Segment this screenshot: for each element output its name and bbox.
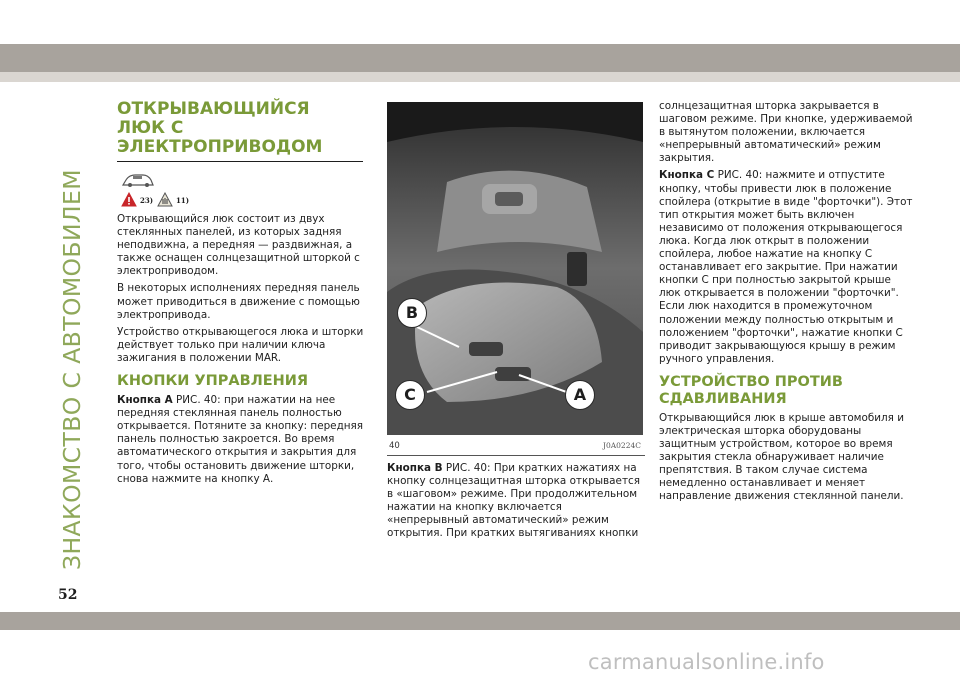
callout-a: A	[565, 380, 595, 410]
top-margin	[0, 0, 960, 44]
figure-caption	[387, 435, 645, 456]
column-3	[659, 100, 913, 508]
controls-title: КНОПКИ УПРАВЛЕНИЯ	[117, 373, 309, 390]
paragraph-button-c	[659, 169, 913, 365]
watermark: carmanualsonline.info	[588, 650, 825, 674]
warning-triangle-icon	[121, 192, 137, 207]
paragraph-key: Устройство открывающегося люка и шторки действует только при наличии ключа зажигания в положении MAR.	[117, 325, 364, 364]
header-band	[0, 44, 960, 72]
callout-b: B	[397, 298, 427, 328]
antipinch-title: УСТРОЙСТВО ПРОТИВ СДАВЛИВАНИЯ	[659, 373, 843, 407]
paragraph-shade-close: солнцезащитная шторка закрывается в шаговом режиме. При кнопке, удерживаемой в вытянутом положении, включается «непрерывный автоматический» режим закрытия.	[659, 100, 913, 165]
column-1	[117, 100, 367, 490]
warning-ref-1: 23)	[140, 196, 154, 205]
figure-code: J0A0224C	[602, 441, 641, 450]
figure-40-photo	[387, 102, 643, 435]
section-title: ОТКРЫВАЮЩИЙСЯ ЛЮК С ЭЛЕКТРОПРИВОДОМ	[117, 100, 363, 162]
paragraph-button-b	[387, 462, 645, 541]
paragraph-button-a	[117, 394, 367, 486]
callout-c: C	[395, 380, 425, 410]
vehicle-icon-row	[117, 170, 367, 192]
page-number: 52	[58, 587, 78, 603]
warnings-row	[117, 192, 367, 210]
warning-ref-2: 11)	[176, 196, 190, 205]
button-b-text: РИС. 40: При кратких нажатиях на кнопку солнцезащитная шторка открывается в «шаговом» режиме. При продолжительном нажатии на кнопку включается «непрерывный автоматический» режим открытия. При кратких вытягиваниях кнопки	[387, 462, 640, 540]
hand-warning-icon	[157, 192, 173, 207]
figure-number: 40	[389, 441, 400, 451]
header-subband	[0, 72, 960, 82]
paragraph-electric: В некоторых исполнениях передняя панель может приводиться в движение с помощью электропривода.	[117, 282, 360, 321]
paragraph-intro: Открывающийся люк состоит из двух стеклянных панелей, из которых задняя неподвижна, а передняя — раздвижная, а также оснащен солнцезащитной шторкой с электроприводом.	[117, 213, 360, 278]
car-roof-icon	[121, 170, 155, 188]
button-c-label: Кнопка С	[659, 169, 715, 182]
button-c-text: РИС. 40: нажмите и отпустите кнопку, чтобы привести люк в положение спойлера (открытие в виде "форточки"). Этот тип открытия может быть включен независимо от положения открывающегося люка. Когда люк открыт в положении спойлера, любое нажатие на кнопку С останавливает его закрытие. При нажатии кнопки С при полностью закрытой крыше люк открывается в положении "форточки". Если люк находится в промежуточном положении между полностью открытым и положением "форточки", нажатие кнопки С приводит закрывающуюся крышу в режим ручного управления.	[659, 169, 913, 365]
footer-band	[0, 612, 960, 630]
chapter-side-title: ЗНАКОМСТВО С АВТОМОБИЛЕМ	[58, 169, 86, 570]
column-2	[387, 102, 645, 545]
button-b-label: Кнопка В	[387, 462, 443, 474]
roof-console-illustration	[387, 102, 643, 435]
paragraph-antipinch: Открывающийся люк в крыше автомобиля и электрическая шторка оборудованы защитным устройством, которое во время закрытия стекла обнаруживает наличие препятствия. В таком случае система немедленно останавливает и меняет направление движения стеклянной панели.	[659, 411, 904, 503]
button-a-text: РИС. 40: при нажатии на нее передняя стеклянная панель полностью открывается. Потяните за кнопку: передняя панель полностью закроется. Во время автоматического открытия и закрытия для того, чтобы остановить движение шторки, снова нажмите на кнопку А.	[117, 394, 364, 485]
button-a-label: Кнопка А	[117, 394, 173, 407]
